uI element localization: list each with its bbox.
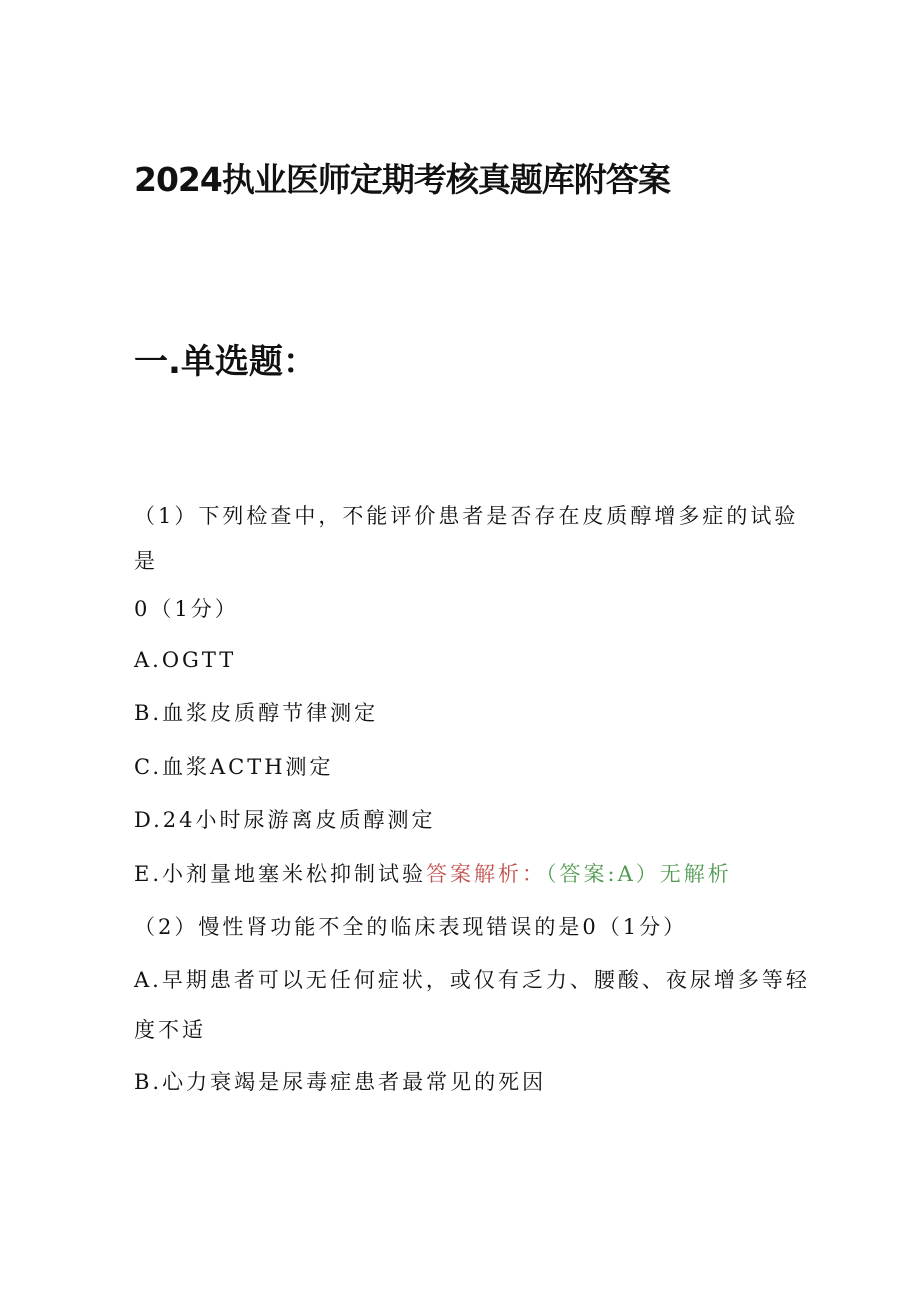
- question-2-option-a-line-2: 度不适: [134, 1018, 206, 1042]
- question-1-option-e: [134, 858, 732, 890]
- answer-label: 答案解析：: [426, 862, 547, 886]
- question-1-stem-line-2: 是: [134, 549, 158, 573]
- question-2-option-b: B.心力衰竭是尿毒症患者最常见的死因: [134, 1070, 547, 1094]
- answer-text: （答案:A）无解析: [546, 862, 732, 886]
- question-1-stem-line-1: （1）下列检查中，不能评价患者是否存在皮质醇增多症的试验: [134, 504, 799, 528]
- question-1-option-c: C.血浆ACTH测定: [134, 755, 334, 779]
- question-1-option-b: B.血浆皮质醇节律测定: [134, 701, 379, 725]
- question-2-stem: （2）慢性肾功能不全的临床表现错误的是0（1分）: [134, 915, 688, 939]
- question-1-score: 0（1分）: [134, 597, 239, 621]
- question-1-option-a: A.OGTT: [134, 648, 237, 672]
- question-1-option-d: D.24小时尿游离皮质醇测定: [134, 808, 436, 832]
- question-1-option-e-text: E.小剂量地塞米松抑制试验: [134, 862, 427, 886]
- document-title: 2024执业医师定期考核真题库附答案: [134, 160, 670, 199]
- section-heading: 一.单选题：: [134, 342, 317, 382]
- question-2-option-a-line-1: A.早期患者可以无任何症状，或仅有乏力、腰酸、夜尿增多等轻: [134, 968, 810, 992]
